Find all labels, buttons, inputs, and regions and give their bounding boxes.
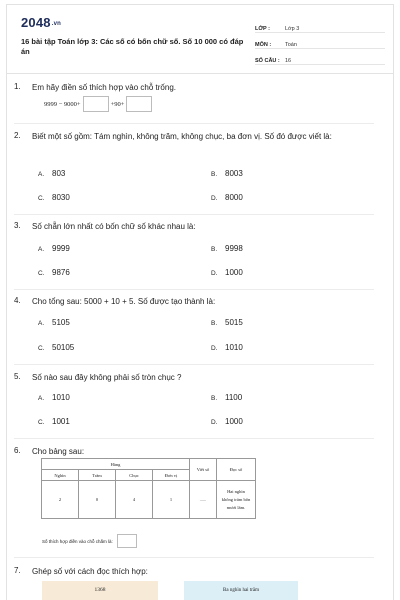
option-c[interactable]: C. 50105 [38, 343, 75, 352]
option-a[interactable]: A. 9999 [38, 244, 70, 253]
document-title: 16 bài tập Toán lớp 3: Các số có bốn chữ số. Số 10 000 có đáp án [21, 37, 244, 56]
option-a[interactable]: A. 5105 [38, 318, 70, 327]
meta-subject: MÔN : Toán [255, 33, 385, 49]
question-1-expression: 9999 − 9000+ +90+ [44, 96, 154, 112]
answer-box[interactable] [126, 96, 152, 112]
fill-note: Số thích hợp điền vào chỗ chấm là: [42, 534, 139, 548]
option-a[interactable]: A. 803 [38, 169, 66, 178]
answer-box[interactable] [83, 96, 109, 112]
divider [14, 123, 374, 124]
divider [14, 364, 374, 365]
header-divider [7, 73, 393, 74]
match-reading-card[interactable]: Ba nghìn hai trăm [184, 581, 298, 600]
option-c[interactable]: C. 8030 [38, 193, 70, 202]
option-b[interactable]: B. 5015 [211, 318, 243, 327]
option-b[interactable]: B. 8003 [211, 169, 243, 178]
option-c[interactable]: C. 1001 [38, 417, 70, 426]
answer-box[interactable] [117, 534, 137, 548]
match-number-card[interactable]: 1368 [42, 581, 158, 600]
option-b[interactable]: B. 1100 [211, 393, 243, 402]
divider [14, 557, 374, 558]
divider [14, 214, 374, 215]
divider [14, 438, 374, 439]
header [7, 5, 393, 69]
meta-class: LỚP : Lớp 3 [255, 17, 385, 33]
option-d[interactable]: D. 1000 [211, 417, 243, 426]
meta-count: SỐ CÂU : 16 [255, 49, 385, 65]
option-d[interactable]: D. 1010 [211, 343, 243, 352]
logo[interactable]: 2048.vn [21, 15, 62, 30]
option-d[interactable]: D. 8000 [211, 193, 243, 202]
option-a[interactable]: A. 1010 [38, 393, 70, 402]
place-value-table: Hàng Viết số Đọc số Nghìn Trăm Chục Đơn vị 2 0 4 1 ...... Hai nghìn không trăm bốn mươi lăm. [41, 458, 256, 519]
option-b[interactable]: B. 9998 [211, 244, 243, 253]
divider [14, 289, 374, 290]
option-c[interactable]: C. 9876 [38, 268, 70, 277]
meta-info [255, 17, 385, 65]
option-d[interactable]: D. 1000 [211, 268, 243, 277]
